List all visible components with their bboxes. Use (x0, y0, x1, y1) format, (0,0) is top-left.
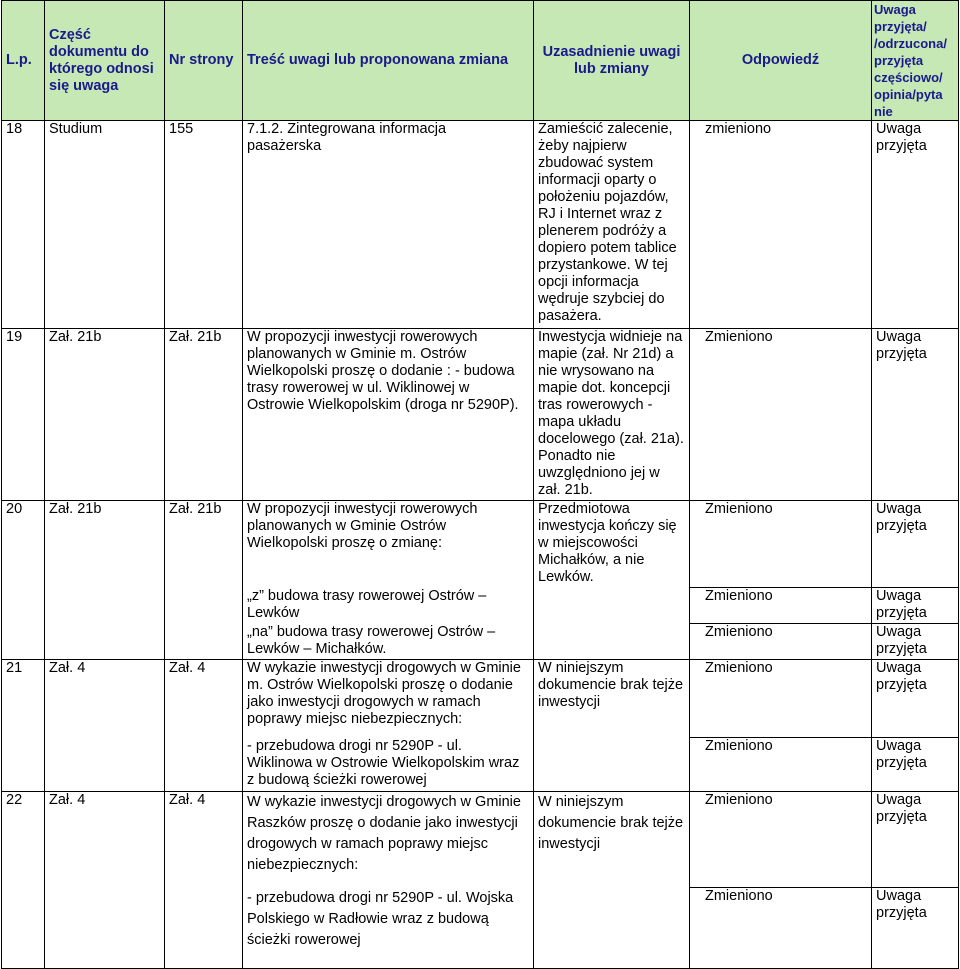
cell-part: Zał. 4 (45, 792, 165, 969)
cell-content: W propozycji inwestycji rowerowych planowanych w Gminie Ostrów Wielkopolski proszę o zmianę: (243, 501, 534, 588)
cell-part: Zał. 21b (45, 329, 165, 501)
cell-status: Uwaga przyjęta (872, 329, 959, 501)
cell-response: Zmieniono (690, 792, 872, 888)
cell-justification: Zamieścić zalecenie, żeby najpierw zbudować system informacji oparty o położeniu pojazdów, RJ i Internet wraz z plenerem podróży a dopiero potem tablice przystankowe. W tej opcji informacja wędruje szybciej do pasażera. (534, 121, 690, 329)
cell-lp: 22 (2, 792, 45, 969)
cell-status: Uwaga przyjęta (872, 121, 959, 329)
header-justification: Uzasadnienie uwagi lub zmiany (534, 1, 690, 121)
cell-status: Uwaga przyjęta (872, 792, 959, 888)
cell-lp: 18 (2, 121, 45, 329)
cell-page: Zał. 21b (165, 501, 243, 660)
cell-content: W propozycji inwestycji rowerowych planowanych w Gminie m. Ostrów Wielkopolski proszę o dodanie : - budowa trasy rowerowej w ul. Wiklinowej w Ostrowie Wielkopolskim (droga nr 5290P). (243, 329, 534, 501)
header-status: Uwaga przyjęta/ /odrzucona/ przyjęta częściowo/ opinia/pyta nie (872, 1, 959, 121)
cell-status: Uwaga przyjęta (872, 738, 959, 792)
cell-page: Zał. 4 (165, 792, 243, 969)
cell-status: Uwaga przyjęta (872, 501, 959, 588)
cell-response: Zmieniono (690, 624, 872, 660)
cell-part: Zał. 4 (45, 660, 165, 792)
cell-content: 7.1.2. Zintegrowana informacja pasażerska (243, 121, 534, 329)
cell-response: Zmieniono (690, 588, 872, 624)
cell-response: Zmieniono (690, 888, 872, 969)
cell-lp: 21 (2, 660, 45, 792)
cell-page: 155 (165, 121, 243, 329)
cell-part: Zał. 21b (45, 501, 165, 660)
cell-status: Uwaga przyjęta (872, 588, 959, 624)
cell-response: Zmieniono (690, 329, 872, 501)
cell-content: „z” budowa trasy rowerowej Ostrów – Lewków (243, 588, 534, 624)
cell-justification: W niniejszym dokumencie brak tejże inwestycji (534, 660, 690, 792)
table-row (2, 792, 959, 888)
cell-part: Studium (45, 121, 165, 329)
cell-content: W wykazie inwestycji drogowych w Gminie Raszków proszę o dodanie jako inwestycji drogowych w ramach poprawy miejsc niebezpiecznych: (243, 792, 534, 888)
header-content: Treść uwagi lub proponowana zmiana (243, 1, 534, 121)
cell-justification: W niniejszym dokumencie brak tejże inwestycji (534, 792, 690, 969)
header-page: Nr strony (165, 1, 243, 121)
cell-lp: 19 (2, 329, 45, 501)
comments-table (1, 0, 959, 969)
cell-content: „na” budowa trasy rowerowej Ostrów – Lewków – Michałków. (243, 624, 534, 660)
cell-content: - przebudowa drogi nr 5290P - ul. Wojska Polskiego w Radłowie wraz z budową ścieżki rowerowej (243, 888, 534, 969)
table-row (2, 660, 959, 738)
cell-status: Uwaga przyjęta (872, 624, 959, 660)
cell-status: Uwaga przyjęta (872, 660, 959, 738)
table-row (2, 329, 959, 501)
cell-status: Uwaga przyjęta (872, 888, 959, 969)
cell-page: Zał. 21b (165, 329, 243, 501)
cell-content: - przebudowa drogi nr 5290P - ul. Wiklinowa w Ostrowie Wielkopolskim wraz z budową ścieżki rowerowej (243, 738, 534, 792)
header-response: Odpowiedź (690, 1, 872, 121)
cell-response: Zmieniono (690, 738, 872, 792)
cell-justification: Przedmiotowa inwestycja kończy się w miejscowości Michałków, a nie Lewków. (534, 501, 690, 660)
cell-content: W wykazie inwestycji drogowych w Gminie m. Ostrów Wielkopolski proszę o dodanie jako inwestycji drogowych w ramach poprawy miejsc niebezpiecznych: (243, 660, 534, 738)
cell-response: zmieniono (690, 121, 872, 329)
cell-page: Zał. 4 (165, 660, 243, 792)
table-row (2, 501, 959, 588)
cell-response: Zmieniono (690, 501, 872, 588)
header-part: Część dokumentu do którego odnosi się uwaga (45, 1, 165, 121)
cell-response: Zmieniono (690, 660, 872, 738)
table-row (2, 121, 959, 329)
header-lp: L.p. (2, 1, 45, 121)
header-row (2, 1, 959, 121)
cell-justification: Inwestycja widnieje na mapie (zał. Nr 21d) a nie wrysowano na mapie dot. koncepcji tras rowerowych - mapa układu docelowego (zał. 21a). Ponadto nie uwzględniono jej w zał. 21b. (534, 329, 690, 501)
cell-lp: 20 (2, 501, 45, 660)
